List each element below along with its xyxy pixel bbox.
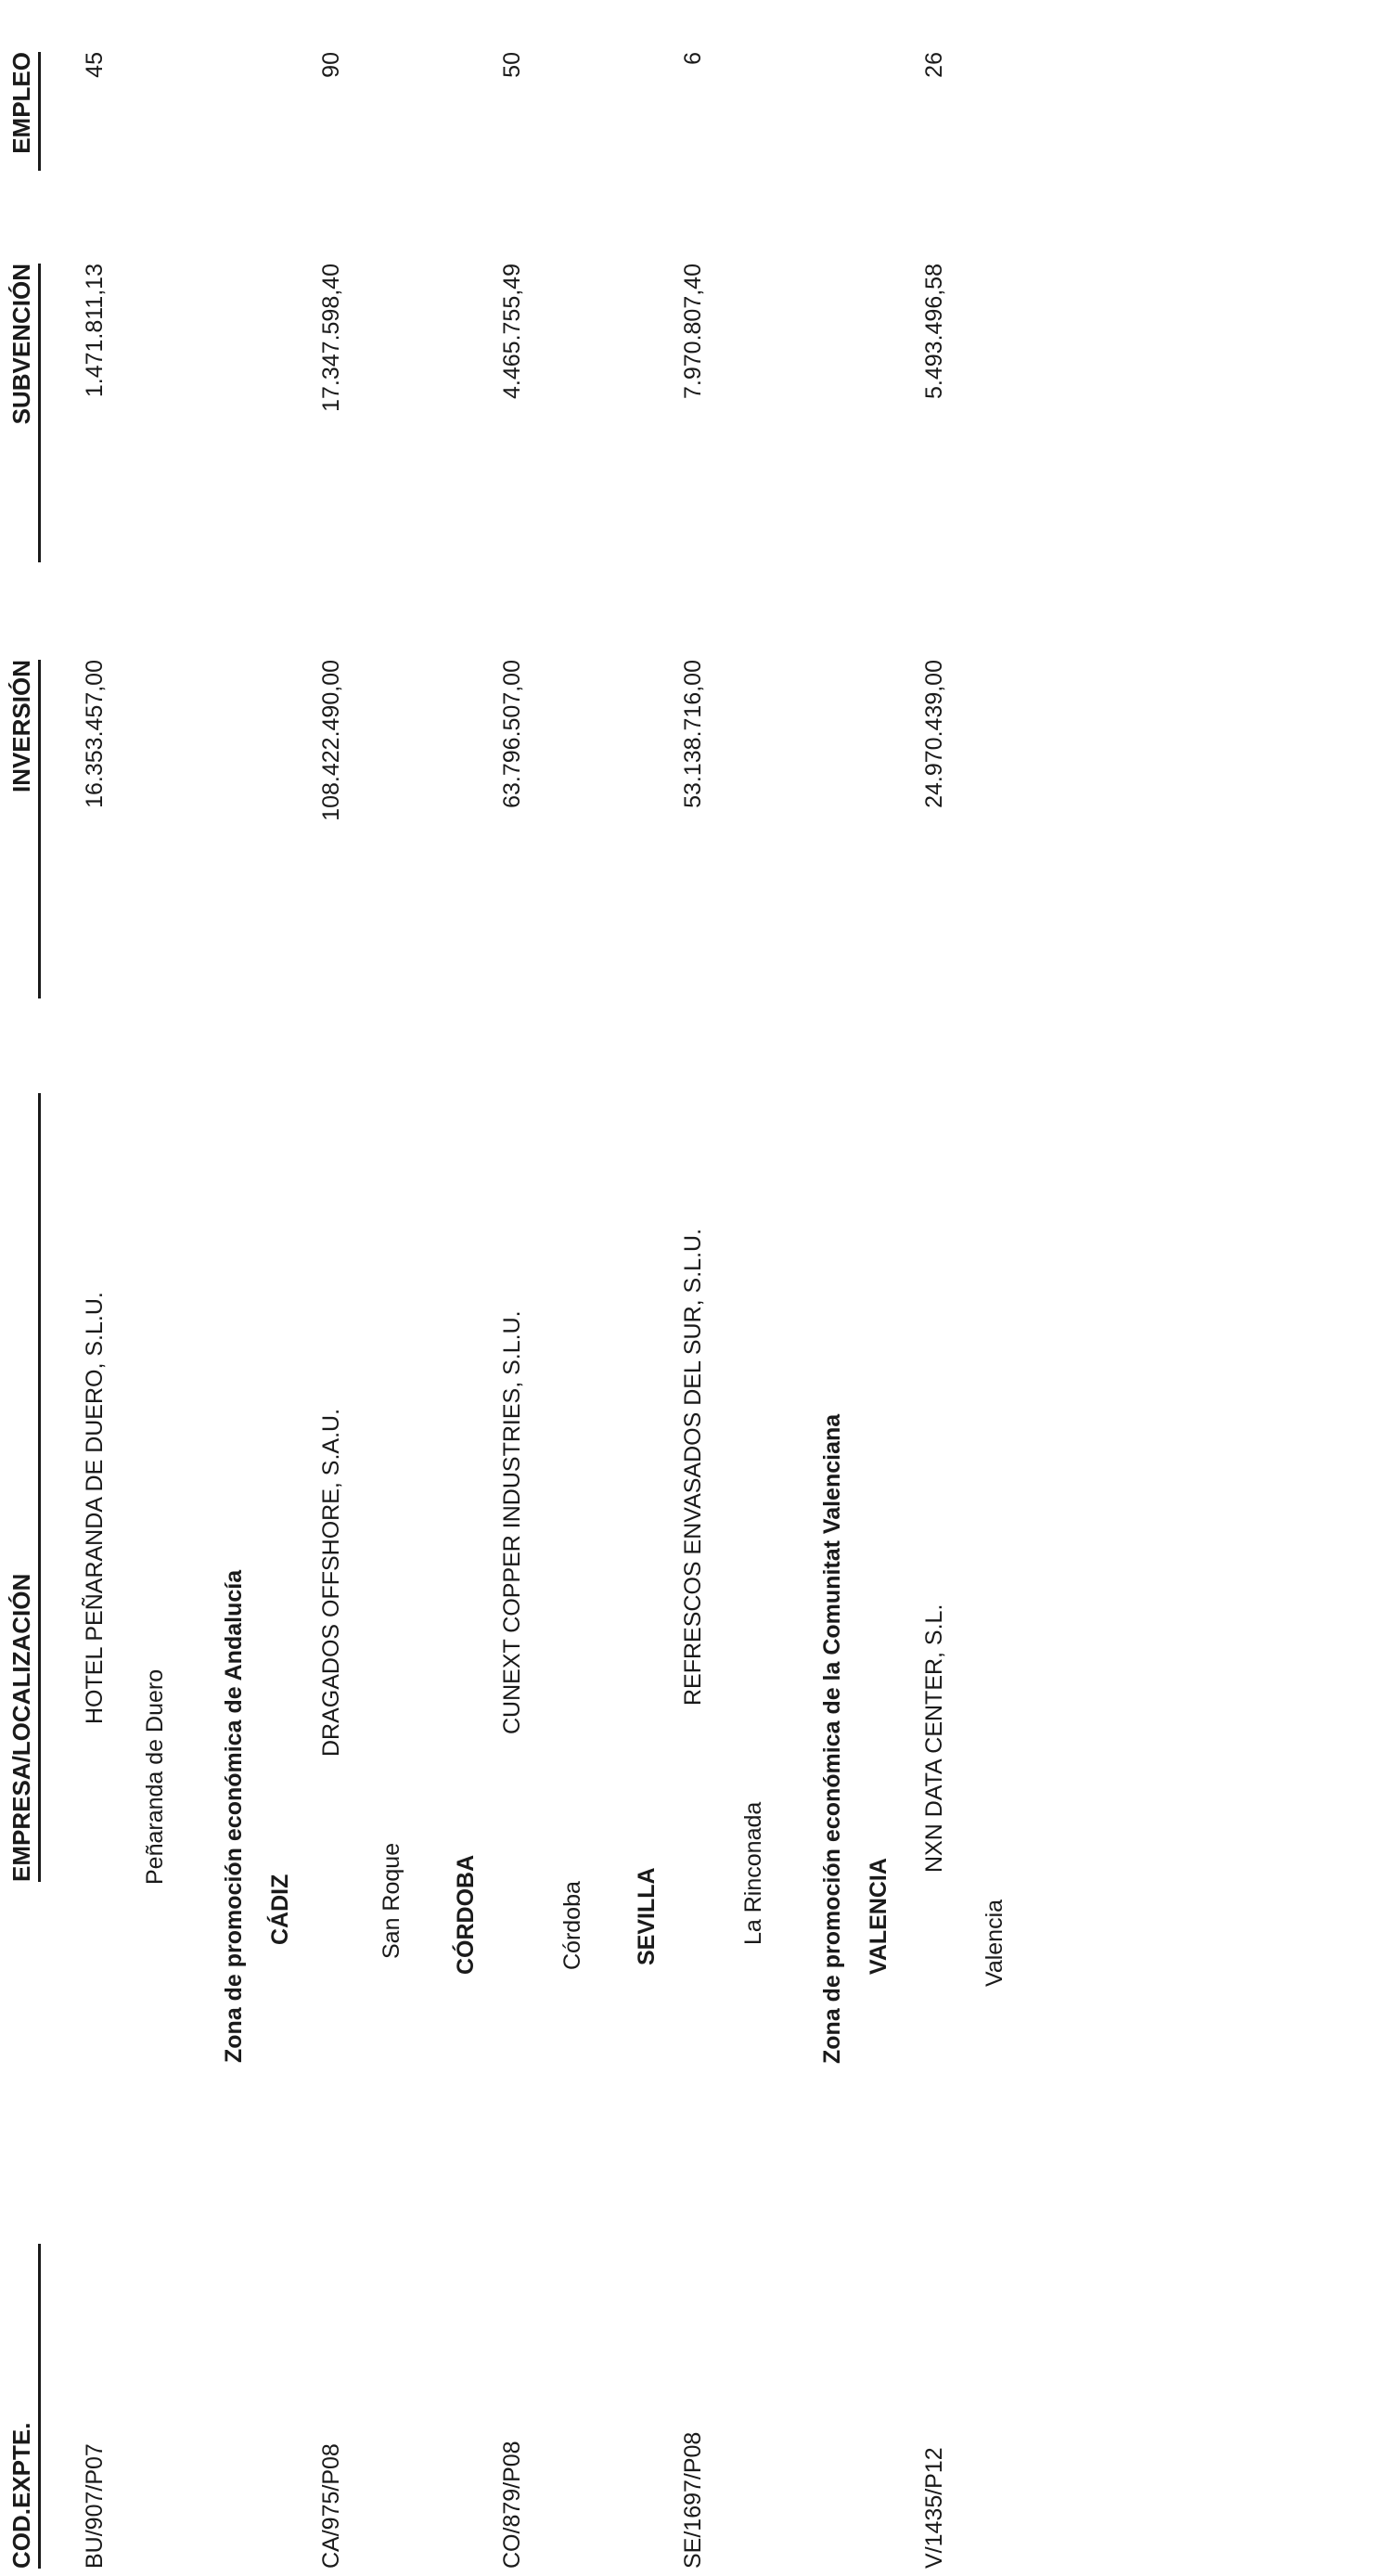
header-investment-underline — [38, 660, 41, 998]
table-row-company: DRAGADOS OFFSHORE, S.A.U. — [318, 1408, 344, 1757]
table-row-code: V/1435/P12 — [921, 2447, 947, 2569]
province-heading-cadiz: CÁDIZ — [267, 1874, 293, 1945]
zone-heading-valenciana: Zona de promoción económica de la Comunitat Valenciana — [819, 1413, 845, 2064]
province-heading-sevilla: SEVILLA — [634, 1867, 660, 1965]
table-row-code: CA/975/P08 — [318, 2443, 344, 2569]
header-code: COD.EXPTE. — [7, 2422, 35, 2569]
header-company-underline — [38, 1093, 41, 1882]
table-row-investment: 63.796.507,00 — [499, 660, 525, 808]
table-row-location: Peñaranda de Duero — [142, 1668, 168, 1885]
table-row-company: NXN DATA CENTER, S.L. — [921, 1604, 947, 1873]
table-row-location: San Roque — [379, 1842, 404, 1959]
table-row-subsidy: 1.471.811,13 — [82, 264, 108, 398]
table-row-employment: 90 — [318, 52, 344, 78]
province-heading-valencia: VALENCIA — [866, 1858, 892, 1975]
header-employment: EMPLEO — [7, 52, 35, 154]
table-row-investment: 108.422.490,00 — [318, 660, 344, 821]
header-company: EMPRESA/LOCALIZACIÓN — [7, 1573, 35, 1882]
header-employment-underline — [38, 52, 41, 171]
table-row-employment: 26 — [921, 52, 947, 78]
table-row-company: CUNEXT COPPER INDUSTRIES, S.L.U. — [499, 1310, 525, 1734]
header-investment: INVERSIÓN — [7, 660, 35, 793]
table-row-investment: 53.138.716,00 — [680, 660, 706, 808]
table-row-employment: 6 — [680, 52, 706, 65]
table-row-employment: 45 — [82, 52, 108, 78]
province-heading-cordoba: CÓRDOBA — [453, 1854, 479, 1975]
header-subsidy: SUBVENCIÓN — [7, 264, 35, 425]
table-row-location: Valencia — [982, 1899, 1008, 1987]
table-row-code: CO/879/P08 — [499, 2441, 525, 2569]
zone-heading-andalucia: Zona de promoción económica de Andalucía — [221, 1569, 247, 2063]
table-row-employment: 50 — [499, 52, 525, 78]
table-row-location: La Rinconada — [740, 1801, 766, 1945]
header-code-underline — [38, 2244, 41, 2569]
table-row-subsidy: 5.493.496,58 — [921, 264, 947, 399]
header-subsidy-underline — [38, 264, 41, 562]
table-row-subsidy: 17.347.598,40 — [318, 264, 344, 412]
table-row-investment: 16.353.457,00 — [82, 660, 108, 808]
table-row-location: Córdoba — [559, 1881, 585, 1970]
table-row-investment: 24.970.439,00 — [921, 660, 947, 808]
table-row-subsidy: 7.970.807,40 — [680, 264, 706, 399]
table-row-company: REFRESCOS ENVASADOS DEL SUR, S.L.U. — [680, 1228, 706, 1706]
table-row-code: BU/907/P07 — [82, 2443, 108, 2569]
table-row-subsidy: 4.465.755,49 — [499, 264, 525, 399]
table-row-company: HOTEL PEÑARANDA DE DUERO, S.L.U. — [82, 1292, 108, 1724]
table-row-code: SE/1697/P08 — [680, 2431, 706, 2569]
